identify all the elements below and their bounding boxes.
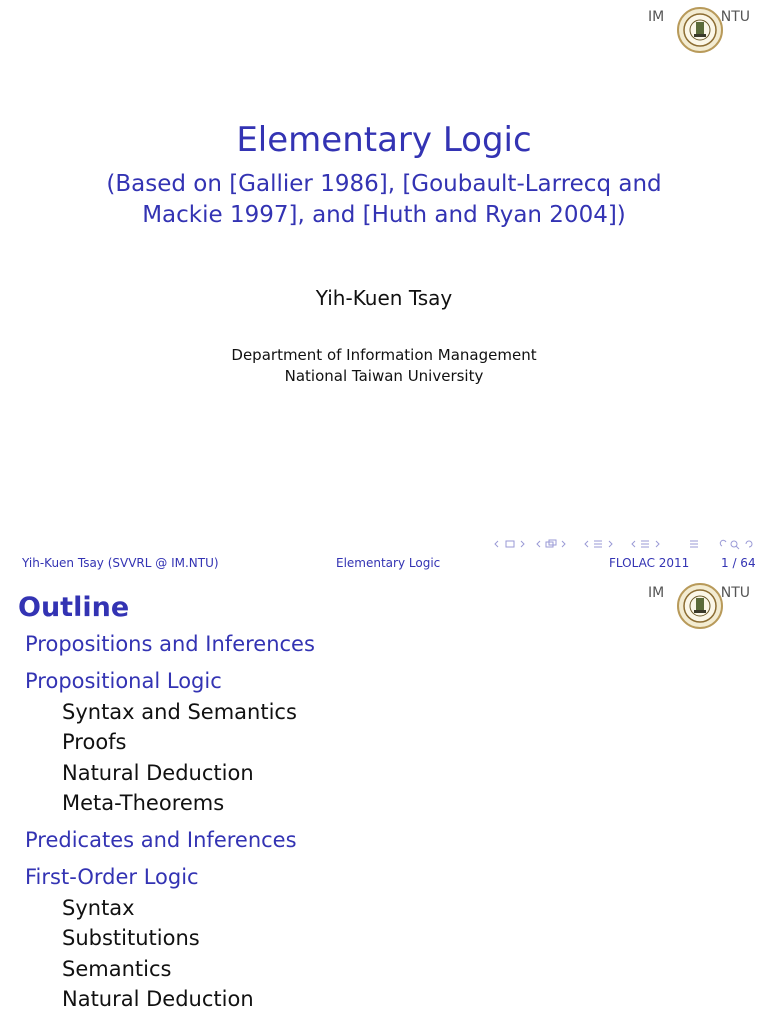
logo	[648, 6, 758, 58]
outline-section-link[interactable]: Propositional Logic	[25, 669, 222, 693]
outline-heading: Outline	[18, 592, 130, 623]
ntu-seal-icon	[676, 6, 724, 54]
outline-section-link[interactable]: Predicates and Inferences	[25, 828, 297, 852]
logo	[648, 582, 758, 634]
presentation-subtitle-line-2: Mackie 1997], and [Huth and Ryan 2004])	[142, 202, 626, 228]
outline-subsection-link[interactable]: Syntax and Semantics	[62, 700, 297, 724]
author-name: Yih-Kuen Tsay	[315, 286, 453, 310]
institute-line-2: National Taiwan University	[284, 367, 484, 385]
outline-section-link[interactable]: First-Order Logic	[25, 865, 199, 889]
outline-subsection-link[interactable]: Natural Deduction	[62, 987, 254, 1011]
logo-right-text: NTU	[720, 585, 750, 601]
outline-section-link[interactable]: Propositions and Inferences	[25, 632, 315, 656]
footer-title: Elementary Logic	[336, 556, 441, 570]
presentation-subtitle-line-1: (Based on [Gallier 1986], [Goubault-Larrecq and	[106, 171, 662, 197]
navigation-symbols-icon[interactable]	[492, 536, 762, 552]
logo-left-text: IM	[648, 9, 665, 25]
footer-page-number: 1 / 64	[721, 556, 756, 570]
outline-subsection-link[interactable]: Substitutions	[62, 926, 200, 950]
ntu-seal-icon	[676, 582, 724, 630]
beamer-navigation-bar[interactable]	[492, 536, 762, 552]
outline-subsection-link[interactable]: Syntax	[62, 896, 135, 920]
presentation-title: Elementary Logic	[236, 120, 532, 160]
footer-event: FLOLAC 2011	[609, 556, 690, 570]
footer-author: Yih-Kuen Tsay (SVVRL @ IM.NTU)	[22, 556, 219, 570]
logo-left-text: IM	[648, 585, 665, 601]
outline-subsection-link[interactable]: Proofs	[62, 730, 127, 754]
outline-subsection-link[interactable]: Natural Deduction	[62, 761, 254, 785]
outline-subsection-link[interactable]: Semantics	[62, 957, 172, 981]
outline-subsection-link[interactable]: Meta-Theorems	[62, 791, 225, 815]
outline-slide	[0, 576, 768, 1024]
logo-right-text: NTU	[720, 9, 750, 25]
institute-line-1: Department of Information Management	[231, 346, 537, 364]
